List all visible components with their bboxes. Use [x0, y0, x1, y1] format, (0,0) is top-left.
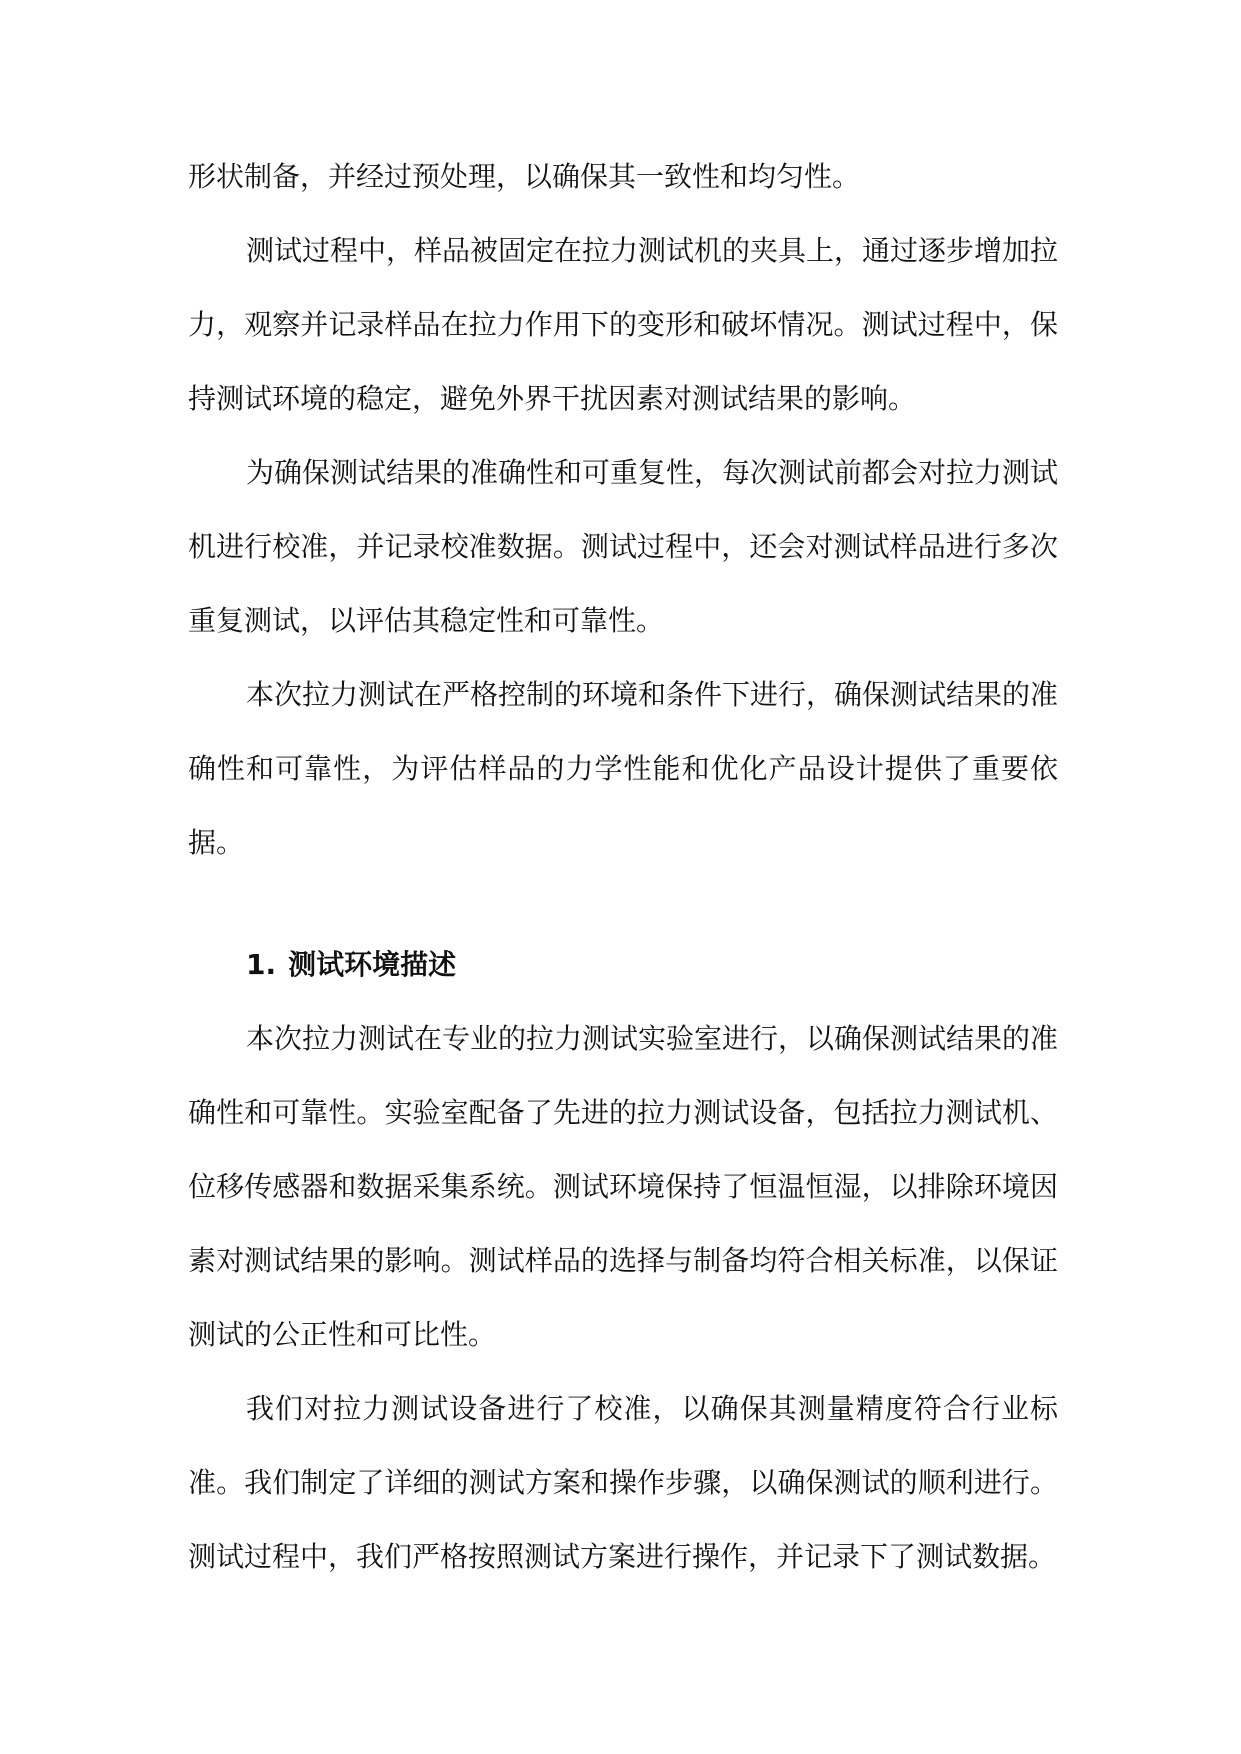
section-number: 1. — [246, 948, 277, 981]
section-heading — [188, 928, 1058, 1002]
paragraph-equipment-calibration: 我们对拉力测试设备进行了校准，以确保其测量精度符合行业标准。我们制定了详细的测试方案和操作步骤，以确保测试的顺利进行。测试过程中，我们严格按照测试方案进行操作，并记录下了测试数据。 — [188, 1392, 1058, 1573]
section-title: 测试环境描述 — [288, 948, 457, 981]
paragraph-calibration: 为确保测试结果的准确性和可重复性，每次测试前都会对拉力测试机进行校准，并记录校准数据。测试过程中，还会对测试样品进行多次重复测试，以评估其稳定性和可靠性。 — [188, 456, 1059, 637]
paragraph-summary: 本次拉力测试在严格控制的环境和条件下进行，确保测试结果的准确性和可靠性，为评估样品的力学性能和优化产品设计提供了重要依据。 — [188, 678, 1059, 859]
paragraph-continuation: 形状制备，并经过预处理，以确保其一致性和均匀性。 — [188, 160, 861, 193]
paragraph-lab-environment: 本次拉力测试在专业的拉力测试实验室进行，以确保测试结果的准确性和可靠性。实验室配备了先进的拉力测试设备，包括拉力测试机、位移传感器和数据采集系统。测试环境保持了恒温恒湿，以排除环境因素对测试结果的影响。测试样品的选择与制备均符合相关标准，以保证测试的公正性和可比性。 — [188, 1022, 1059, 1351]
document-body — [188, 140, 1058, 1594]
paragraph-test-process: 测试过程中，样品被固定在拉力测试机的夹具上，通过逐步增加拉力，观察并记录样品在拉力作用下的变形和破坏情况。测试过程中，保持测试环境的稳定，避免外界干扰因素对测试结果的影响。 — [188, 234, 1059, 415]
